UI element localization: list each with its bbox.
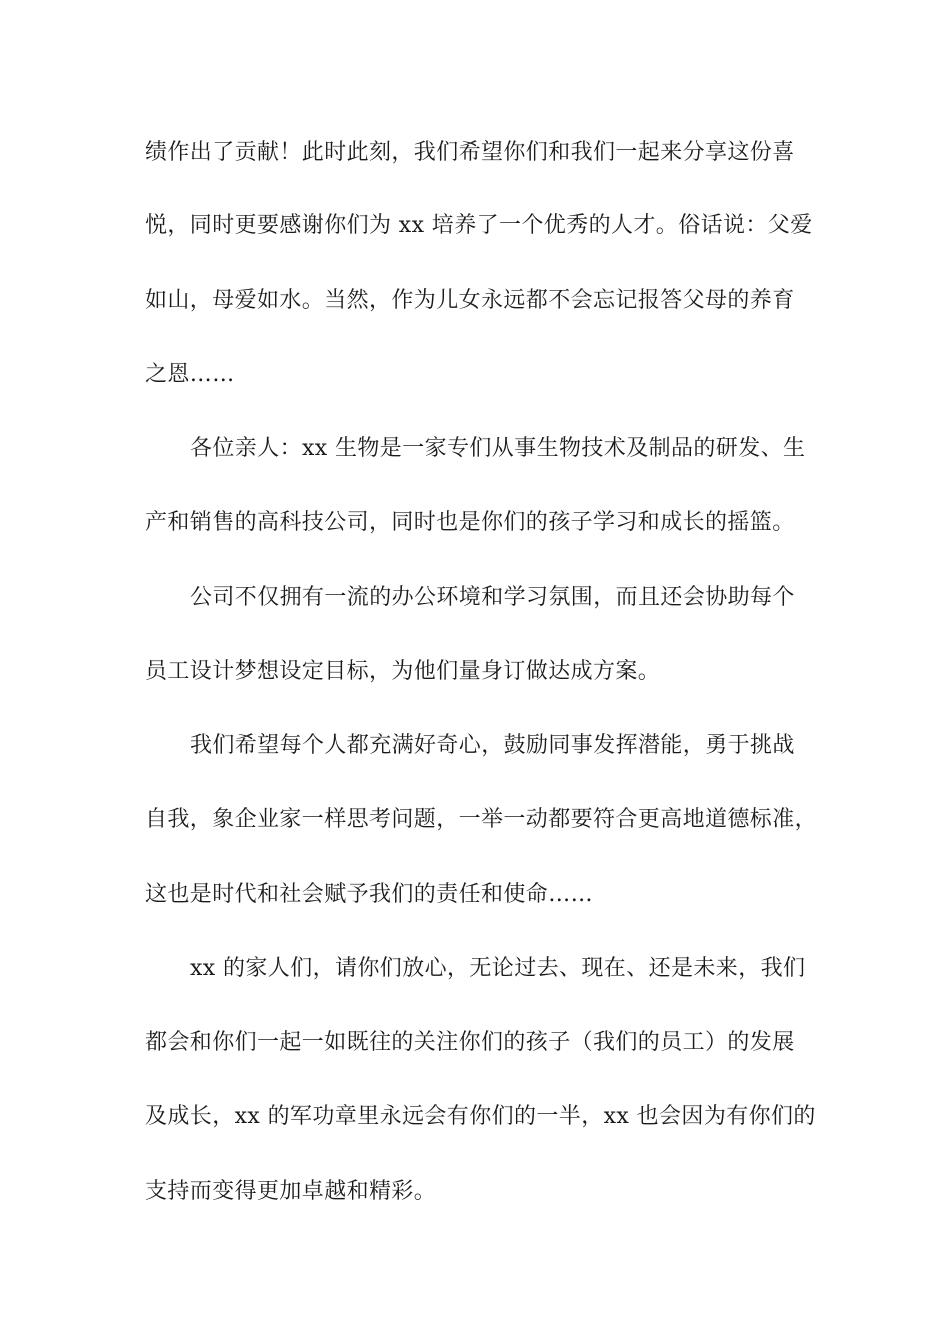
- paragraph-first-line: 我们希望每个人都充满好奇心，鼓励同事发挥潜能，勇于挑战: [190, 733, 795, 758]
- paragraph-first-line: xx 的家人们，请你们放心，无论过去、现在、还是未来，我们: [190, 956, 806, 981]
- text-line: 员工设计梦想设定目标，为他们量身订做达成方案。: [145, 659, 661, 684]
- text-line: 自我，象企业家一样思考问题，一举一动都要符合更高地道德标准，: [145, 807, 818, 832]
- text-line: 之恩……: [145, 362, 235, 387]
- text-line: 绩作出了贡献！此时此刻，我们希望你们和我们一起来分享这份喜: [145, 140, 795, 165]
- text-line: 支持而变得更加卓越和精彩。: [145, 1179, 437, 1204]
- text-line: 都会和你们一起一如既往的关注你们的孩子（我们的员工）的发展: [145, 1030, 795, 1055]
- paragraph-first-line: 各位亲人：xx 生物是一家专们从事生物技术及制品的研发、生: [190, 436, 806, 461]
- text-line: 及成长，xx 的军功章里永远会有你们的一半，xx 也会因为有你们的: [145, 1104, 816, 1129]
- text-line: 如山，母爱如水。当然，作为儿女永远都不会忘记报答父母的养育: [145, 288, 795, 313]
- text-line: 悦，同时更要感谢你们为 xx 培养了一个优秀的人才。俗话说：父爱: [145, 213, 813, 238]
- text-line: 产和销售的高科技公司，同时也是你们的孩子学习和成长的摇篮。: [145, 510, 795, 535]
- paragraph-first-line: 公司不仅拥有一流的办公环境和学习氛围，而且还会协助每个: [190, 585, 795, 610]
- text-line: 这也是时代和社会赋予我们的责任和使命……: [145, 882, 594, 907]
